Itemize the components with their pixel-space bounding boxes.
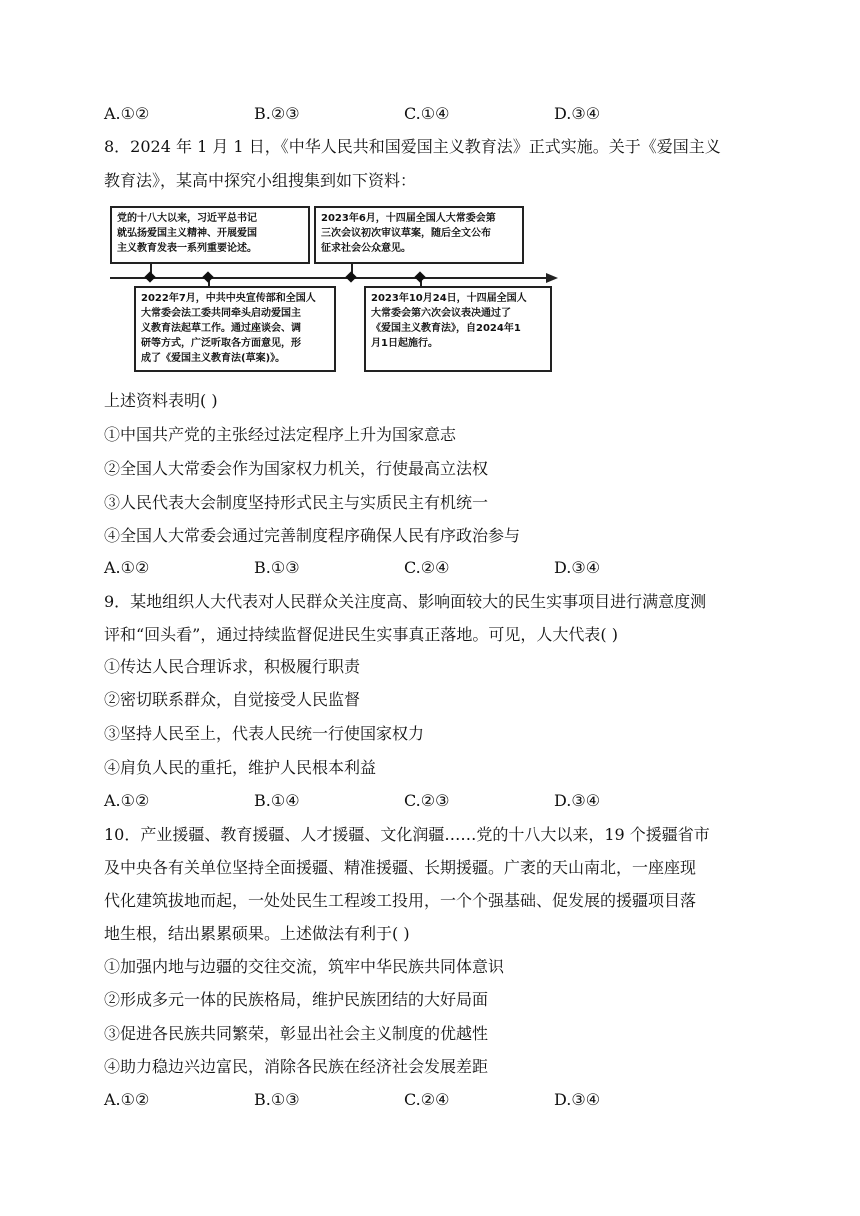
q9-item-1: ①传达人民合理诉求，积极履行职责 [104,657,361,676]
q9-item-3: ③坚持人民至上，代表人民统一行使国家权力 [104,724,425,743]
timeline-box-1: 党的十八大以来，习近平总书记 就弘扬爱国主义精神、开展爱国 主义教育发表一系列重要论述。 [110,206,310,264]
q9-item-4: ④肩负人民的重托，维护人民根本利益 [104,758,377,777]
q9-item-2: ②密切联系群众，自觉接受人民监督 [104,690,361,709]
timeline-box-3: 2022年7月，中共中央宣传部和全国人 大常委会法工委共同牵头启动爱国主 义教育法起草工作。通过座谈会、调 研等方式，广泛听取各方面意见，形 成了《爱国主义教育法(草案)》。 [134,286,336,372]
q8-option-b[interactable]: B.①③ [254,558,300,577]
timeline-axis [110,277,548,279]
q10-item-3: ③促进各民族共同繁荣，彰显出社会主义制度的优越性 [104,1024,489,1043]
q9-option-a[interactable]: A.①② [104,791,150,810]
q8-stem-line-1: 8．2024 年 1 月 1 日，《中华人民共和国爱国主义教育法》正式实施。关于《爱国主义 [104,137,721,156]
q10-option-b[interactable]: B.①③ [254,1090,300,1109]
timeline-arrow-icon [546,273,558,283]
q8-option-c[interactable]: C.②④ [404,558,450,577]
timeline-marker-icon [144,271,155,282]
q8-item-3: ③人民代表大会制度坚持形式民主与实质民主有机统一 [104,493,489,512]
q8-option-d[interactable]: D.③④ [554,558,601,577]
q8-prompt: 上述资料表明( ) [104,391,218,410]
q10-item-1: ①加强内地与边疆的交往交流，筑牢中华民族共同体意识 [104,957,505,976]
q8-item-2: ②全国人大常委会作为国家权力机关，行使最高立法权 [104,459,489,478]
q9-options [104,791,764,811]
q8-stem-line-2: 教育法》，某高中探究小组搜集到如下资料： [104,171,417,190]
timeline-box-2: 2023年6月，十四届全国人大常委会第 三次会议初次审议草案，随后全文公布 征求社会公众意见。 [314,206,524,264]
q9-stem-line-2: 评和“回头看”，通过持续监督促进民生实事真正落地。可见，人大代表( ) [104,625,618,644]
timeline-marker-icon [345,271,356,282]
q10-stem-line-4: 地生根，结出累累硕果。上述做法有利于( ) [104,924,410,943]
q8-option-a[interactable]: A.①② [104,558,150,577]
q9-stem-line-1: 9．某地组织人大代表对人民群众关注度高、影响面较大的民生实事项目进行满意度测 [104,592,707,611]
q9-option-d[interactable]: D.③④ [554,791,601,810]
q8-timeline-figure [110,204,560,374]
q10-item-4: ④助力稳边兴边富民，消除各民族在经济社会发展差距 [104,1057,489,1076]
q7-option-b[interactable]: B.②③ [254,104,300,123]
q9-option-c[interactable]: C.②③ [404,791,450,810]
timeline-box-4: 2023年10月24日，十四届全国人 大常委会第六次会议表决通过了 《爱国主义教育法》，自2024年1 月1日起施行。 [364,286,552,372]
q7-option-d[interactable]: D.③④ [554,104,601,123]
q9-option-b[interactable]: B.①④ [254,791,300,810]
q7-option-c[interactable]: C.①④ [404,104,450,123]
q7-option-a[interactable]: A.①② [104,104,150,123]
q10-option-a[interactable]: A.①② [104,1090,150,1109]
timeline-marker-icon [414,271,425,282]
q10-option-c[interactable]: C.②④ [404,1090,450,1109]
q8-item-1: ①中国共产党的主张经过法定程序上升为国家意志 [104,425,457,444]
q10-stem-line-1: 10．产业援疆、教育援疆、人才援疆、文化润疆……党的十八大以来，19 个援疆省市 [104,825,710,844]
q8-options [104,558,764,578]
q10-stem-line-2: 及中央各有关单位坚持全面援疆、精准援疆、长期援疆。广袤的天山南北，一座座现 [104,858,697,877]
timeline-marker-icon [202,271,213,282]
q10-stem-line-3: 代化建筑拔地而起，一处处民生工程竣工投用，一个个强基础、促发展的援疆项目落 [104,891,697,910]
q10-options [104,1090,764,1110]
q10-item-2: ②形成多元一体的民族格局，维护民族团结的大好局面 [104,990,489,1009]
q10-option-d[interactable]: D.③④ [554,1090,601,1109]
q7-options [104,104,764,124]
q8-item-4: ④全国人大常委会通过完善制度程序确保人民有序政治参与 [104,526,521,545]
